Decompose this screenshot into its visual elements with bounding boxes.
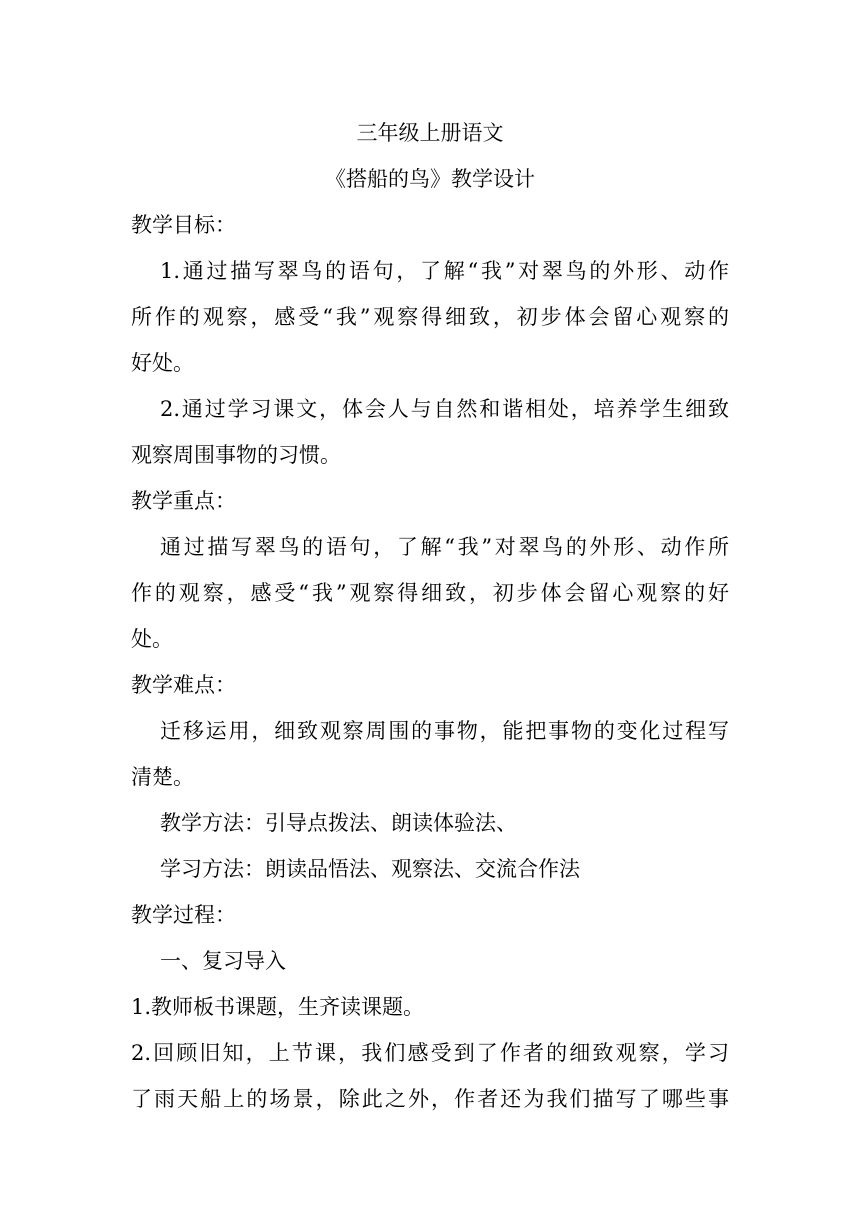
goal-1-line-2: 所作的观察，感受“我”观察得细致，初步体会留心观察的	[131, 305, 729, 329]
process-step-1: 1.教师板书课题，生齐读课题。	[131, 995, 425, 1019]
process-step-2-line-2: 了雨天船上的场景，除此之外，作者还为我们描写了哪些事	[131, 1087, 729, 1111]
key-points-line-2: 作的观察，感受“我”观察得细致，初步体会留心观察的好	[131, 581, 729, 605]
teaching-methods: 教学方法：引导点拨法、朗读体验法、	[160, 811, 517, 835]
goal-2-line-2: 观察周围事物的习惯。	[131, 443, 341, 467]
key-points-heading: 教学重点：	[131, 489, 236, 513]
document-body	[131, 110, 729, 1122]
process-heading: 教学过程：	[131, 903, 236, 927]
difficulties-line-1: 迁移运用，细致观察周围的事物，能把事物的变化过程写	[160, 719, 729, 743]
key-points-line-3: 处。	[131, 627, 173, 651]
document-title-lesson: 《搭船的鸟》教学设计	[325, 167, 535, 191]
difficulties-heading: 教学难点：	[131, 673, 236, 697]
learning-methods: 学习方法：朗读品悟法、观察法、交流合作法	[160, 857, 580, 881]
document-title-grade: 三年级上册语文	[356, 121, 504, 145]
difficulties-line-2: 清楚。	[131, 765, 194, 789]
process-step-2-line-1: 2.回顾旧知，上节课，我们感受到了作者的细致观察，学习	[131, 1041, 729, 1065]
process-section-1: 一、复习导入	[160, 949, 286, 973]
goal-1-line-1: 1.通过描写翠鸟的语句，了解“我”对翠鸟的外形、动作	[160, 259, 729, 283]
goal-1-line-3: 好处。	[131, 351, 194, 375]
goal-2-line-1: 2.通过学习课文，体会人与自然和谐相处，培养学生细致	[160, 397, 729, 421]
goals-heading: 教学目标：	[131, 213, 236, 237]
key-points-line-1: 通过描写翠鸟的语句，了解“我”对翠鸟的外形、动作所	[160, 535, 729, 559]
